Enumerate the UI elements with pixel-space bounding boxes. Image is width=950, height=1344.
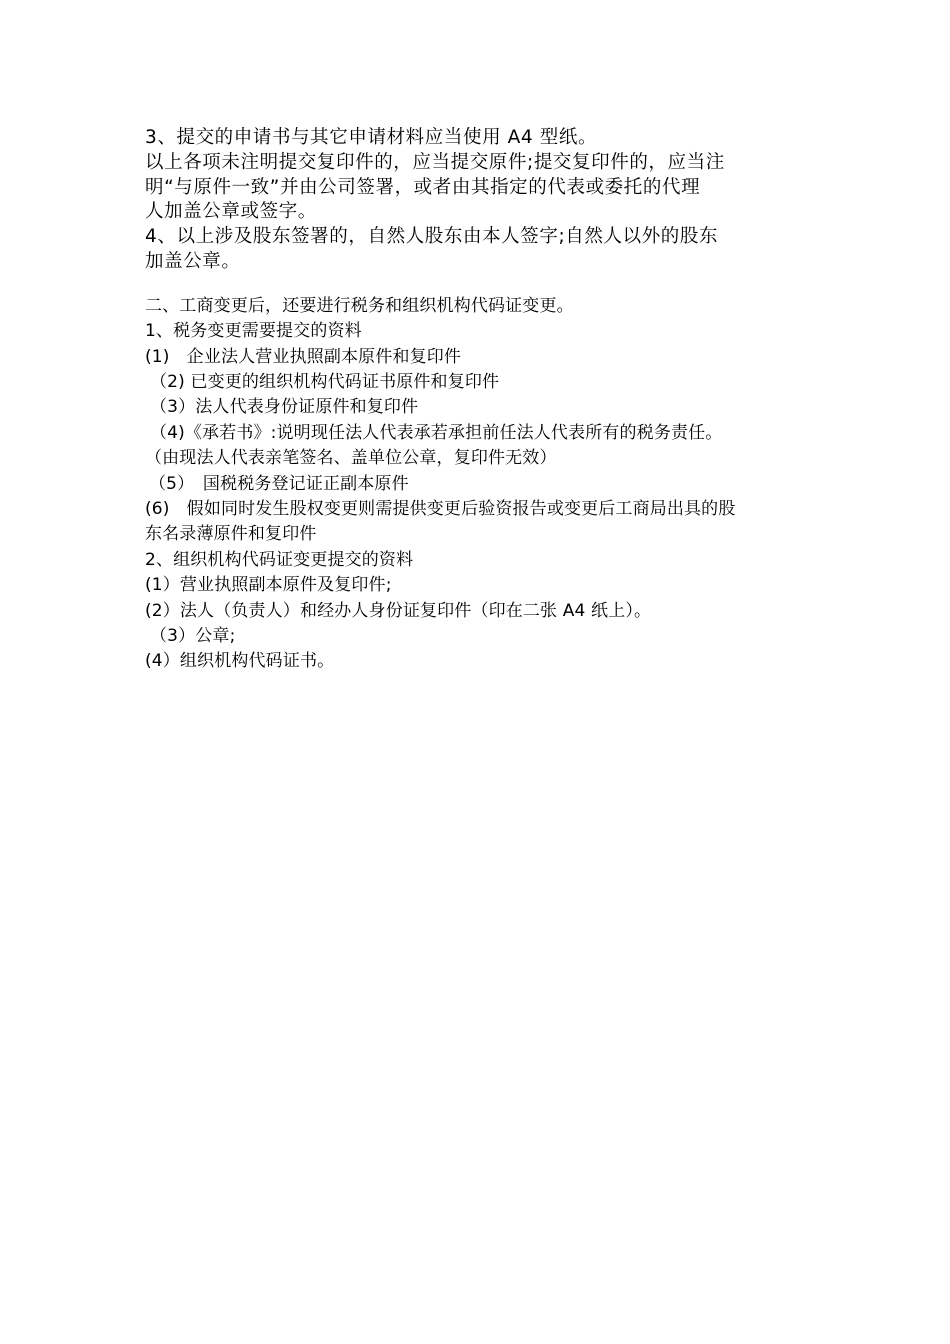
submission-notes <box>145 126 810 275</box>
tax-item: （2) 已变更的组织机构代码证书原件和复印件 <box>150 372 500 392</box>
org-item: (2）法人（负责人）和经办人身份证复印件（印在二张 A4 纸上）。 <box>145 600 652 621</box>
note-line: 以上各项未注明提交复印件的，应当提交原件;提交复印件的，应当注 <box>145 151 725 173</box>
tax-change-title: 1、税务变更需要提交的资料 <box>145 321 362 342</box>
tax-item: （4)《承若书》:说明现任法人代表承若承担前任法人代表所有的税务责任。 <box>150 422 723 443</box>
tax-item: （3）法人代表身份证原件和复印件 <box>150 397 419 418</box>
note-line: 加盖公章。 <box>145 250 241 272</box>
note-line: 3、提交的申请书与其它申请材料应当使用 A4 型纸。 <box>145 127 598 148</box>
section-heading: 二、工商变更后，还要进行税务和组织机构代码证变更。 <box>145 295 574 316</box>
tax-item: (1) 企业法人营业执照副本原件和复印件 <box>145 346 462 367</box>
post-change-section <box>145 294 810 675</box>
document-body <box>145 126 810 675</box>
note-line: 4、以上涉及股东签署的，自然人股东由本人签字;自然人以外的股东 <box>145 226 719 248</box>
org-item: (1）营业执照副本原件及复印件; <box>145 575 392 596</box>
tax-item: （由现法人代表亲笔签名、盖单位公章，复印件无效） <box>145 448 557 469</box>
tax-item: 东名录薄原件和复印件 <box>145 524 317 545</box>
note-line: 明“与原件一致”并由公司签署，或者由其指定的代表或委托的代理 <box>145 176 701 198</box>
org-item: （3）公章; <box>150 626 236 647</box>
org-code-change-title: 2、组织机构代码证变更提交的资料 <box>145 549 414 570</box>
note-line: 人加盖公章或签字。 <box>145 201 317 223</box>
tax-item: （5） 国税税务登记证正副本原件 <box>149 473 409 494</box>
tax-item: (6) 假如同时发生股权变更则需提供变更后验资报告或变更后工商局出具的股 <box>145 499 736 520</box>
org-item: (4）组织机构代码证书。 <box>145 651 335 672</box>
